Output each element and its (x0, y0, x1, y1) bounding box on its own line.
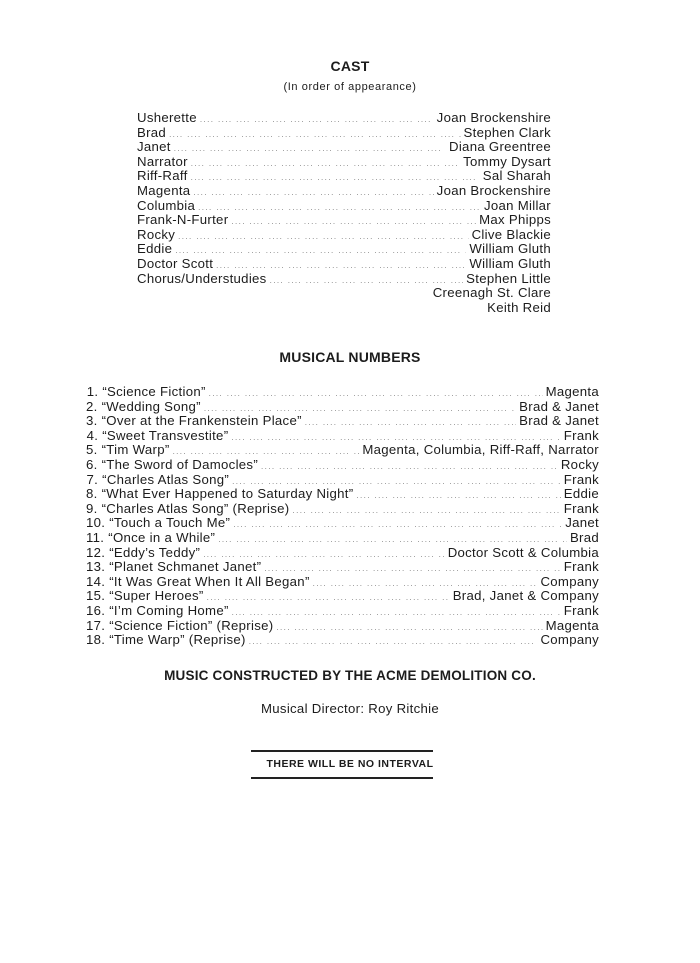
song-performer: Company (540, 632, 599, 648)
song-number: 8. (86, 486, 98, 502)
actor: Joan Millar (483, 197, 551, 213)
song-title: “What Ever Happened to Saturday Night” (101, 486, 354, 502)
role: Eddie (137, 241, 173, 257)
cast-extra-actor: Creenagh St. Clare (432, 285, 551, 301)
song-number: 12. (86, 544, 106, 560)
song-number: 6. (86, 457, 98, 472)
song-performer: Doctor Scott & Columbia (447, 544, 599, 560)
song-title: “Science Fiction” (102, 384, 206, 399)
song-number: 5. (86, 442, 98, 458)
role: Chorus/Understudies (137, 270, 267, 286)
song-title: “Over at the Frankenstein Place” (101, 413, 302, 429)
song-number: 2. (86, 398, 98, 414)
song-title: “Planet Schmanet Janet” (109, 559, 262, 575)
actor: Tommy Dysart (463, 153, 551, 169)
song-number: 9. (86, 500, 98, 516)
role: Narrator (137, 153, 188, 169)
music-credit: MUSIC CONSTRUCTED BY THE ACME DEMOLITION CO. (164, 668, 536, 683)
song-title: “Charles Atlas Song” (Reprise) (101, 500, 290, 516)
role: Frank-N-Furter (137, 212, 229, 228)
song-performer: Brad (569, 530, 599, 545)
song-performer: Rocky (560, 457, 599, 472)
song-title: “The Sword of Damocles” (101, 457, 259, 472)
interval-notice: THERE WILL BE NO INTERVAL (266, 758, 434, 770)
role: Doctor Scott (137, 256, 214, 271)
song-number: 18. (86, 632, 106, 648)
song-performer: Magenta (545, 384, 599, 399)
actor: Sal Sharah (482, 168, 551, 184)
song-title: “Science Fiction” (Reprise) (109, 617, 274, 633)
role: Riff-Raff (137, 168, 188, 184)
song-title: “Touch a Touch Me” (109, 515, 231, 531)
song-title: “It Was Great When It All Began” (109, 573, 310, 589)
song-title: “Super Heroes” (109, 588, 204, 604)
cast-extra-actor: Keith Reid (487, 299, 551, 315)
song-title: “Time Warp” (Reprise) (109, 632, 246, 648)
song-performer: Magenta, Columbia, Riff-Raff, Narrator (362, 442, 599, 458)
role: Rocky (137, 226, 176, 242)
divider-top (251, 750, 433, 752)
musical-director: Musical Director: Roy Ritchie (261, 701, 439, 716)
song-number: 14. (86, 573, 106, 589)
actor: Clive Blackie (471, 226, 551, 242)
song-number: 16. (86, 603, 106, 618)
song-row (86, 632, 599, 649)
song-performer: Brad & Janet (519, 398, 599, 414)
song-number: 17. (86, 617, 106, 633)
song-performer: Frank (563, 427, 599, 443)
song-title: “Sweet Transvestite” (102, 427, 229, 443)
role: Magenta (137, 183, 191, 198)
song-number: 11. (86, 530, 105, 545)
song-title: “Once in a While” (108, 530, 216, 545)
actor: William Gluth (469, 241, 551, 257)
actor: Stephen Little (466, 270, 551, 286)
song-title: “Tim Warp” (101, 442, 170, 458)
song-performer: Frank (563, 500, 599, 516)
song-title: “Eddy’s Teddy” (109, 544, 201, 560)
song-number: 3. (86, 413, 98, 429)
song-title: “I’m Coming Home” (109, 603, 229, 618)
cast-heading: CAST (330, 58, 370, 74)
song-number: 13. (86, 559, 106, 575)
song-number: 7. (86, 471, 99, 487)
song-performer: Magenta (545, 617, 599, 633)
cast-subheading: (In order of appearance) (283, 81, 417, 93)
song-performer: Frank (563, 471, 599, 487)
song-number: 10. (86, 515, 106, 531)
role: Janet (137, 139, 171, 155)
song-performer: Brad & Janet (519, 413, 599, 429)
musical-numbers-heading: MUSICAL NUMBERS (279, 349, 421, 365)
song-performer: Company (540, 573, 599, 589)
song-performer: Janet (565, 515, 599, 531)
actor: Joan Brockenshire (436, 110, 551, 125)
song-number: 4. (86, 427, 99, 443)
role: Brad (137, 124, 167, 140)
actor: Joan Brockenshire (436, 183, 551, 198)
song-performer: Frank (563, 559, 599, 575)
song-performer: Eddie (563, 486, 599, 502)
dot-leader (249, 634, 538, 649)
song-title: “Charles Atlas Song” (102, 471, 230, 487)
song-number: 1. (86, 384, 99, 399)
role: Columbia (137, 197, 196, 213)
song-number: 15. (86, 588, 106, 604)
song-title: “Wedding Song” (101, 398, 201, 414)
divider-bottom (251, 777, 433, 779)
actor: Stephen Clark (463, 124, 551, 140)
actor: Diana Greentree (449, 139, 551, 155)
actor: William Gluth (469, 256, 551, 271)
song-performer: Brad, Janet & Company (452, 588, 599, 604)
song-performer: Frank (563, 603, 599, 618)
role: Usherette (137, 110, 197, 125)
actor: Max Phipps (479, 212, 551, 228)
